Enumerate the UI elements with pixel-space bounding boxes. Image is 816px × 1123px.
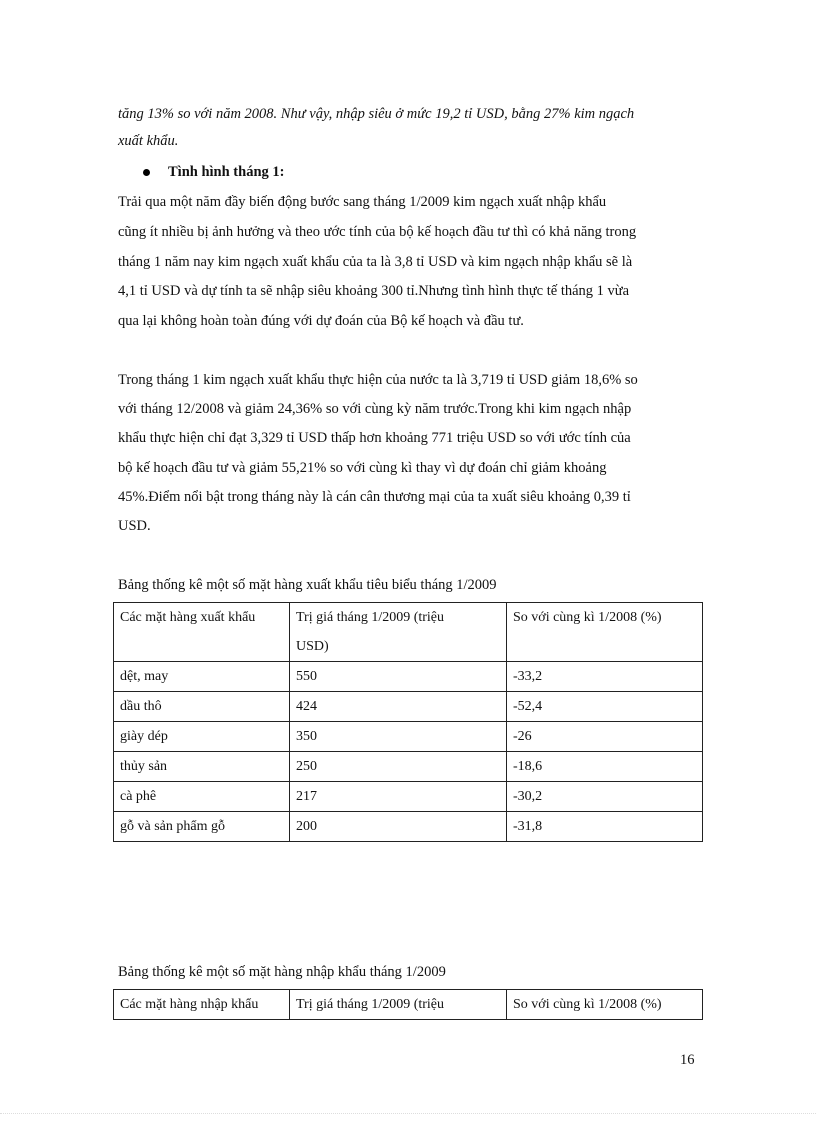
header-cell: Trị giá tháng 1/2009 (triệu: [290, 990, 507, 1020]
intro-line-2: xuất khẩu.: [118, 133, 179, 149]
paragraph1-line-3: tháng 1 năm nay kim ngạch xuất khẩu của ta là 3,8 tỉ USD và kim ngạch nhập khẩu sẽ là: [118, 254, 633, 270]
table-cell: 217: [290, 782, 507, 812]
table-cell: -31,8: [507, 812, 703, 842]
table-row: [114, 662, 703, 692]
header-cell-text-cont: USD): [296, 639, 329, 654]
page-number: 16: [680, 1052, 695, 1068]
table-cell: 424: [290, 692, 507, 722]
intro-line-1: tăng 13% so với năm 2008. Như vậy, nhập siêu ở mức 19,2 tỉ USD, bằng 27% kim ngạch: [118, 106, 635, 122]
table-cell: -18,6: [507, 752, 703, 782]
page-bottom-divider: [0, 1113, 816, 1114]
export-table: [113, 602, 703, 842]
export-table-caption: Bảng thống kê một số mặt hàng xuất khẩu tiêu biểu tháng 1/2009: [118, 577, 497, 593]
paragraph2-line-6: USD.: [118, 518, 151, 534]
header-cell-value: [290, 603, 507, 662]
table-cell: cà phê: [114, 782, 290, 812]
table-cell: -30,2: [507, 782, 703, 812]
table-header-row: [114, 990, 703, 1020]
table-cell: 250: [290, 752, 507, 782]
paragraph2-line-1: Trong tháng 1 kim ngạch xuất khẩu thực hiện của nước ta là 3,719 tỉ USD giảm 18,6% so: [118, 372, 638, 388]
paragraph1-line-5: qua lại không hoàn toàn đúng với dự đoán của Bộ kế hoạch và đầu tư.: [118, 313, 524, 329]
paragraph1-line-4: 4,1 tỉ USD và dự tính ta sẽ nhập siêu khoảng 300 tỉ.Nhưng tình hình thực tế tháng 1 vừa: [118, 283, 630, 299]
header-cell: Các mặt hàng xuất khẩu: [114, 603, 290, 662]
table-row: [114, 752, 703, 782]
section-heading: Tình hình tháng 1:: [168, 164, 285, 180]
table-cell: -26: [507, 722, 703, 752]
paragraph2-line-2: với tháng 12/2008 và giảm 24,36% so với cùng kỳ năm trước.Trong khi kim ngạch nhập: [118, 401, 632, 417]
paragraph1-line-2: cũng ít nhiều bị ảnh hưởng và theo ước tính của bộ kế hoạch đầu tư thì có khả năng trong: [118, 224, 637, 240]
import-table-caption: Bảng thống kê một số mặt hàng nhập khẩu tháng 1/2009: [118, 964, 446, 980]
table-cell: 550: [290, 662, 507, 692]
table-cell: gỗ và sản phẩm gỗ: [114, 812, 290, 842]
header-cell: So với cùng kì 1/2008 (%): [507, 603, 703, 662]
paragraph2-line-5: 45%.Điểm nổi bật trong tháng này là cán cân thương mại của ta xuất siêu khoảng 0,39 tỉ: [118, 489, 631, 505]
table-row: [114, 692, 703, 722]
table-cell: dầu thô: [114, 692, 290, 722]
table-row: [114, 722, 703, 752]
header-cell: So với cùng kì 1/2008 (%): [507, 990, 703, 1020]
import-table: [113, 989, 703, 1020]
table-cell: -33,2: [507, 662, 703, 692]
table-header-row: [114, 603, 703, 662]
table-cell: -52,4: [507, 692, 703, 722]
paragraph2-line-3: khẩu thực hiện chỉ đạt 3,329 tỉ USD thấp hơn khoảng 771 triệu USD so với ước tính của: [118, 430, 631, 446]
table-cell: 350: [290, 722, 507, 752]
paragraph2-line-4: bộ kế hoạch đầu tư và giảm 55,21% so với cùng kì thay vì dự đoán chỉ giảm khoảng: [118, 460, 607, 476]
table-cell: dệt, may: [114, 662, 290, 692]
header-cell-text: Trị giá tháng 1/2009 (triệu: [296, 610, 445, 625]
table-cell: thủy sản: [114, 752, 290, 782]
header-cell: Các mặt hàng nhập khẩu: [114, 990, 290, 1020]
table-cell: giày dép: [114, 722, 290, 752]
table-row: [114, 812, 703, 842]
bullet-icon: [143, 169, 150, 176]
table-row: [114, 782, 703, 812]
bullet-heading-row: [143, 162, 284, 182]
table-cell: 200: [290, 812, 507, 842]
paragraph1-line-1: Trải qua một năm đầy biến động bước sang tháng 1/2009 kim ngạch xuất nhập khẩu: [118, 194, 607, 210]
